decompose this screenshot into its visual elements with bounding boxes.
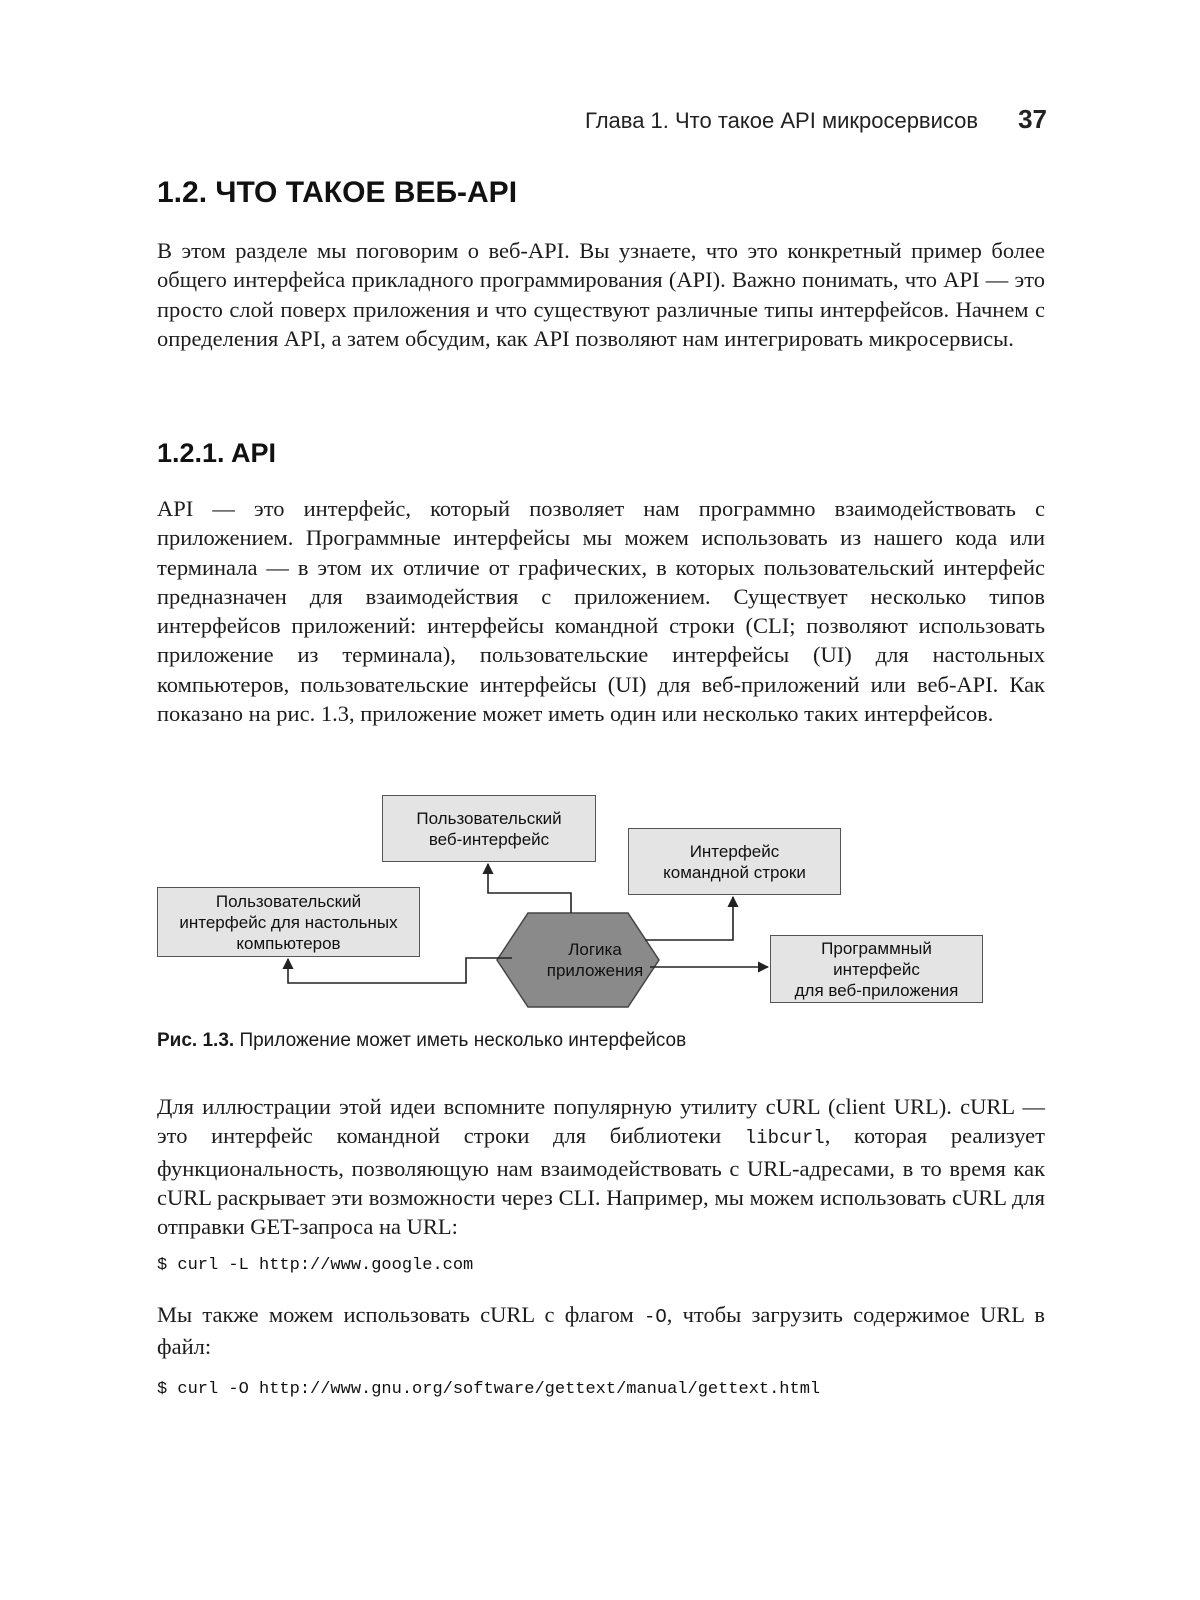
cli-label: Интерфейс командной строки <box>663 841 806 882</box>
chapter-title: Глава 1. Что такое API микросервисов <box>585 108 979 133</box>
curl-paragraph-start: Для иллюстрации этой идеи вспомните популярную утилиту cURL (client URL). cURL — это интерфейс командной строки для библиотеки <box>157 1094 1045 1149</box>
arrow-to-web-ui <box>488 864 571 913</box>
api-definition-paragraph: API — это интерфейс, который позволяет нам программно взаимодействовать с приложением. Программные интерфейсы мы можем использовать из нашего кода или терминала — в этом их отличие от графических, в которых пользовательский интерфейс предназначен для взаимодействия с приложением. Существует несколько типов интерфейсов приложений: интерфейсы командной строки (CLI; позволяют использовать приложение из терминала), пользовательские интерфейсы (UI) для настольных компьютеров, пользовательские интерфейсы (UI) для веб-приложений или веб-API. Как показано на рис. 1.3, приложение может иметь один или несколько таких интерфейсов. <box>157 496 1045 727</box>
curl-download-paragraph <box>157 1300 1045 1362</box>
cli-box <box>628 828 841 895</box>
arrow-to-desktop <box>288 958 512 983</box>
code-line-curl-google: $ curl -L http://www.google.com <box>157 1256 474 1275</box>
desktop-ui-label: Пользовательский интерфейс для настольных компьютеров <box>179 891 398 953</box>
app-logic-label-wrap <box>528 936 662 984</box>
web-api-box <box>770 935 983 1003</box>
web-ui-label: Пользовательский веб-интерфейс <box>416 808 562 849</box>
section-intro-paragraph: В этом разделе мы поговорим о веб-API. Вы узнаете, что это конкретный пример более общего интерфейса прикладного программирования (API). Важно понимать, что API — это просто слой поверх приложения и что существуют различные типы интерфейсов. Начнем с определения API, а затем обсудим, как API позволяют нам интегрировать микросервисы. <box>157 238 1045 351</box>
section-heading: 1.2. ЧТО ТАКОЕ ВЕБ-API <box>157 176 518 209</box>
desktop-ui-box <box>157 887 420 957</box>
curl-paragraph-end: , которая реализует функциональность, позволяющую нам взаимодействовать с URL-адресами, в то время как cURL раскрывает эти возможности через CLI. Например, мы можем использовать cURL для отправки GET-запроса на URL: <box>157 1123 1045 1240</box>
app-logic-label: Логика приложения <box>546 940 644 980</box>
figure-caption-label: Рис. 1.3. <box>157 1030 235 1051</box>
figure-caption <box>157 1030 686 1052</box>
curl-paragraph <box>157 1092 1045 1241</box>
web-api-label: Программный интерфейс для веб-приложения <box>794 938 959 1000</box>
page-number: 37 <box>1018 104 1047 134</box>
arrow-to-cli <box>645 897 733 940</box>
curl-download-start: Мы также можем использовать cURL с флагом <box>157 1302 644 1327</box>
running-header <box>560 104 1047 135</box>
figure-caption-text: Приложение может иметь несколько интерфейсов <box>234 1030 687 1051</box>
subsection-heading: 1.2.1. API <box>157 438 277 468</box>
flag-o-code: -O <box>643 1306 667 1328</box>
code-line-curl-gnu: $ curl -O http://www.gnu.org/software/gettext/manual/gettext.html <box>157 1380 821 1399</box>
curl-download-end: , чтобы загрузить содержимое URL в файл: <box>157 1302 1045 1360</box>
web-ui-box <box>382 795 596 862</box>
libcurl-code: libcurl <box>744 1127 825 1150</box>
interfaces-diagram <box>150 790 1020 1020</box>
